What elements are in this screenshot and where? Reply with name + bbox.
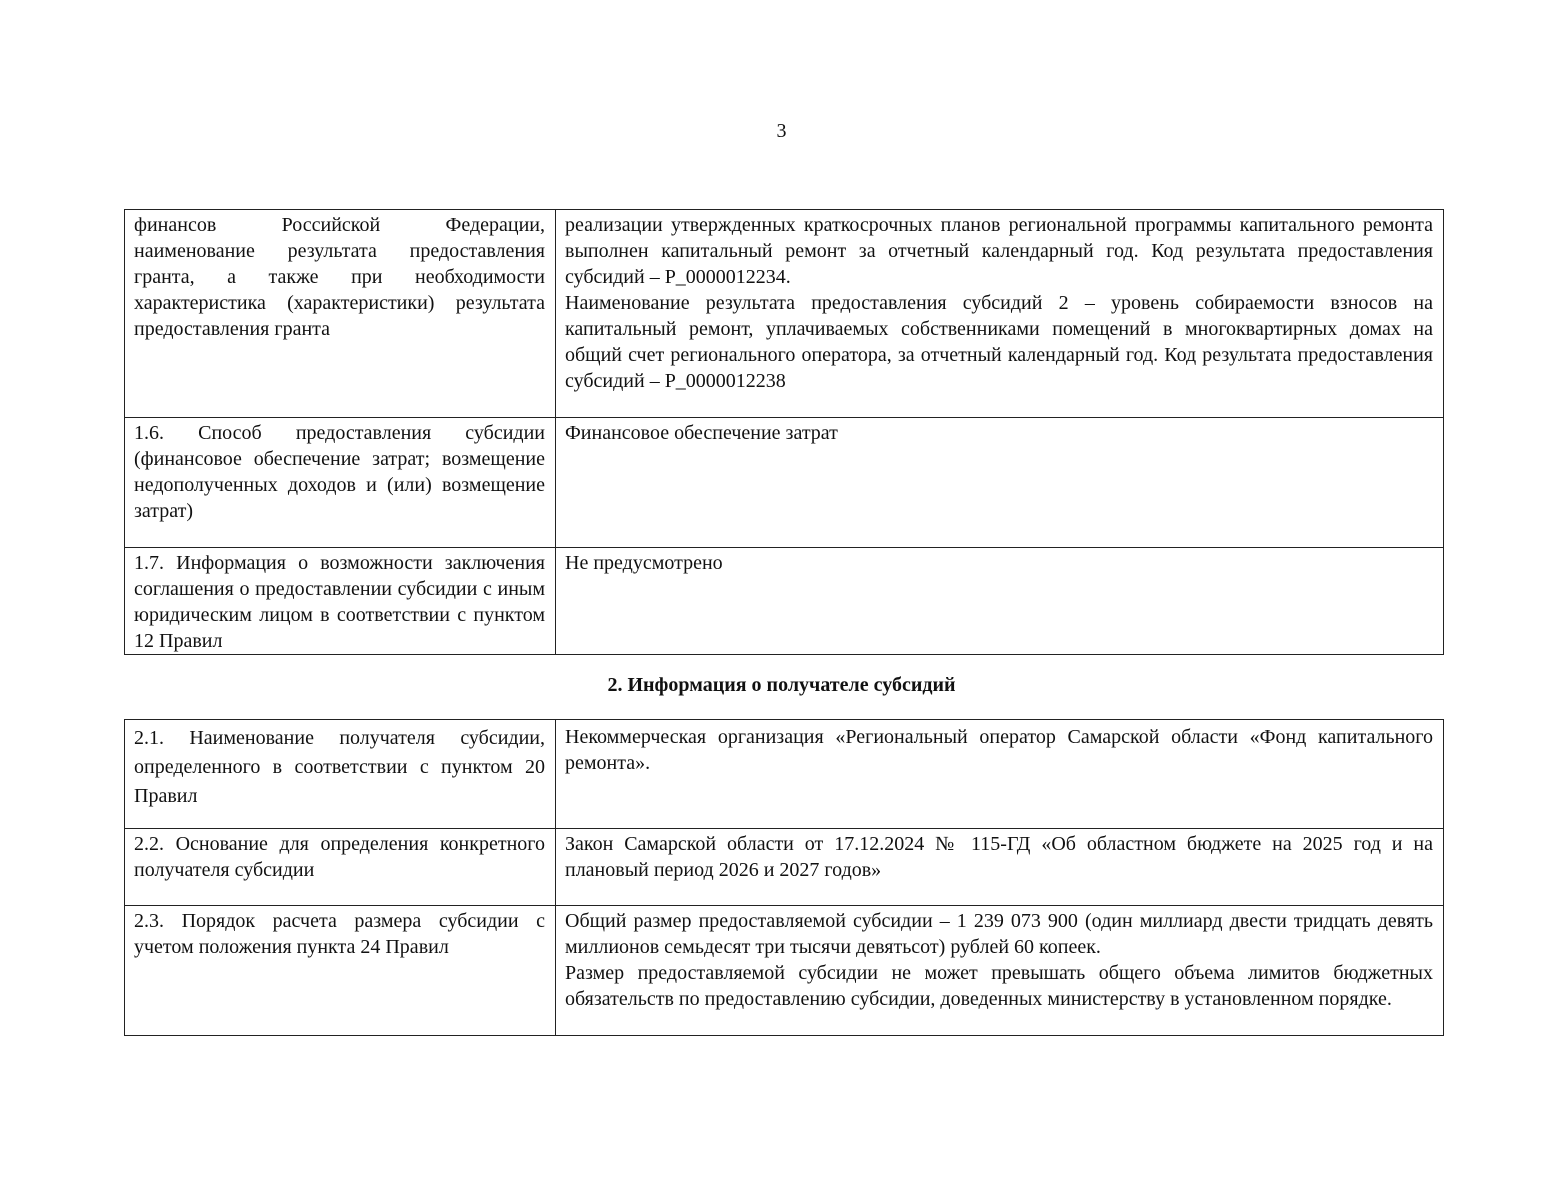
table-cell-label: 1.6. Способ предоставления субсидии (финансовое обеспечение затрат; возмещение недополученных доходов и (или) возмещение затрат): [125, 418, 556, 548]
table-subsidy-info: [124, 209, 1444, 655]
table-row: [125, 720, 1444, 829]
cell-paragraph: Наименование результата предоставления субсидий 2 – уровень собираемости взносов на капитальный ремонт, уплачиваемых собственниками помещений в многоквартирных домах на общий счет регионального оператора, за отчетный календарный год. Код результата предоставления субсидий – P_0000012238: [565, 292, 1433, 392]
table-cell-label: 2.2. Основание для определения конкретного получателя субсидии: [125, 829, 556, 906]
table-row: [125, 418, 1444, 548]
table-cell-value: [556, 829, 1444, 906]
table-row: [125, 548, 1444, 655]
table-cell-value: [556, 418, 1444, 548]
table-row: [125, 829, 1444, 906]
table-recipient-info: [124, 719, 1444, 1036]
page-number: 3: [776, 120, 787, 142]
table-cell-value: [556, 210, 1444, 418]
table-cell-label: финансов Российской Федерации, наименование результата предоставления гранта, а также при необходимости характеристика (характеристики) результата предоставления гранта: [125, 210, 556, 418]
cell-paragraph: Некоммерческая организация «Региональный оператор Самарской области «Фонд капитального ремонта».: [565, 726, 1433, 774]
table-cell-value: [556, 720, 1444, 829]
table-cell-value: [556, 548, 1444, 655]
cell-paragraph: Размер предоставляемой субсидии не может превышать общего объема лимитов бюджетных обязательств по предоставлению субсидии, доведенных министерству в установленном порядке.: [565, 962, 1433, 1010]
table-row: [125, 906, 1444, 1036]
cell-paragraph: реализации утвержденных краткосрочных планов региональной программы капитального ремонта выполнен капитальный ремонт за отчетный календарный год. Код результата предоставления субсидий – P_0000012234.: [565, 214, 1433, 288]
table-cell-label: 2.3. Порядок расчета размера субсидии с учетом положения пункта 24 Правил: [125, 906, 556, 1036]
table-cell-label: 1.7. Информация о возможности заключения соглашения о предоставлении субсидии с иным юридическим лицом в соответствии с пунктом 12 Правил: [125, 548, 556, 655]
cell-paragraph: Закон Самарской области от 17.12.2024 № 115-ГД «Об областном бюджете на 2025 год и на плановый период 2026 и 2027 годов»: [565, 833, 1433, 881]
table-row: [125, 210, 1444, 418]
cell-paragraph: Общий размер предоставляемой субсидии – 1 239 073 900 (один миллиард двести тридцать девять миллионов семьдесят три тысячи девятьсот) рублей 60 копеек.: [565, 910, 1433, 958]
section-heading: 2. Информация о получателе субсидий: [607, 674, 956, 696]
cell-paragraph: Финансовое обеспечение затрат: [565, 422, 838, 444]
table-cell-value: [556, 906, 1444, 1036]
table-cell-label: 2.1. Наименование получателя субсидии, определенного в соответствии с пунктом 20 Правил: [125, 720, 556, 829]
cell-paragraph: Не предусмотрено: [565, 552, 723, 574]
